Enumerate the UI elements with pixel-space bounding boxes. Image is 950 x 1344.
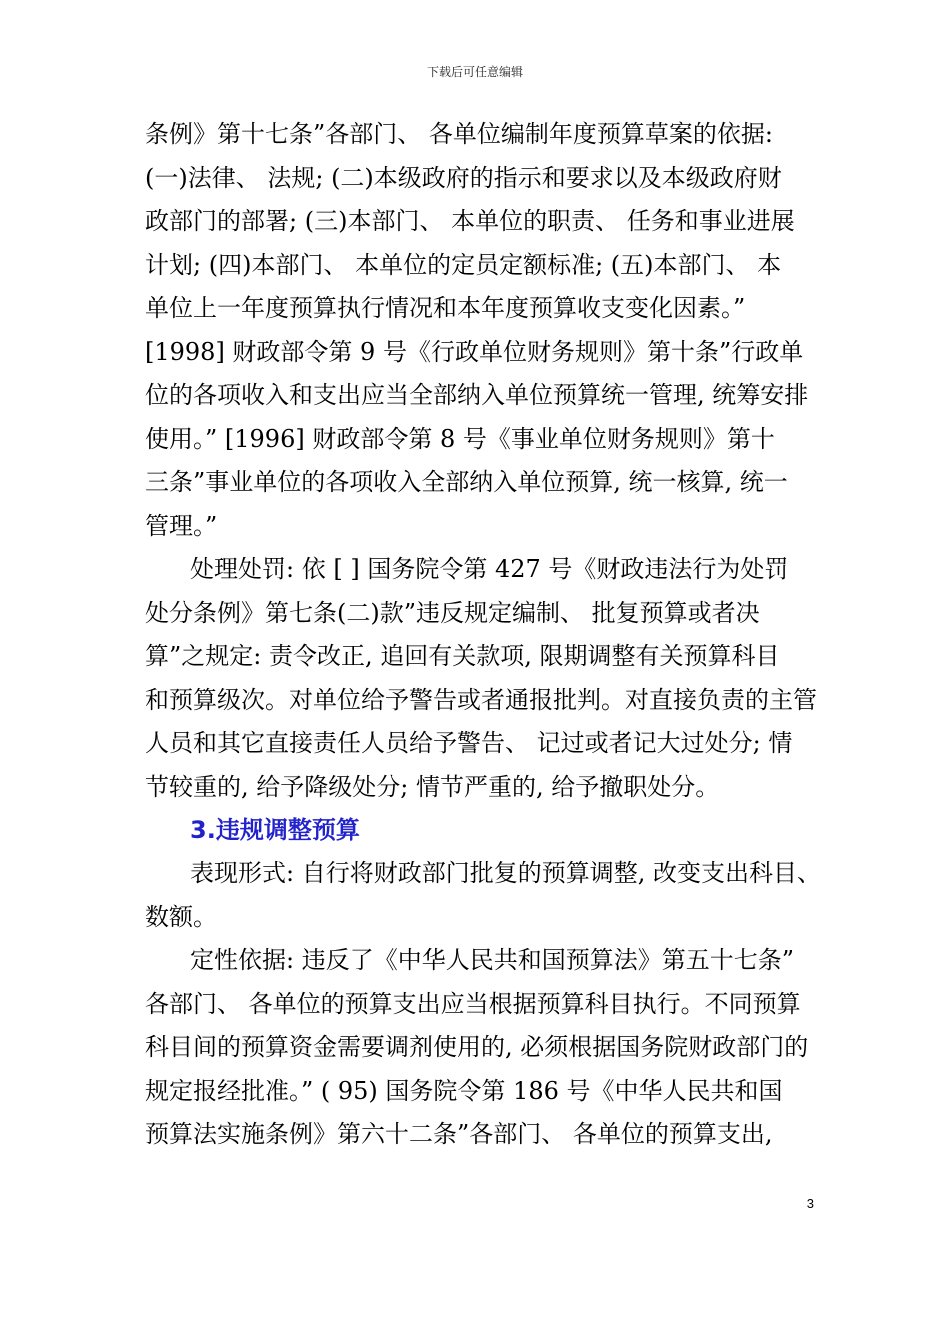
body-line: 数额。 [145,903,217,931]
body-line: 节较重的, 给予降级处分; 情节严重的, 给予撤职处分。 [145,773,720,801]
body-line: 单位上一年度预算执行情况和本年度预算收支变化因素。” [145,294,746,322]
body-line: 三条”事业单位的各项收入全部纳入单位预算, 统一核算, 统一 [145,468,788,496]
body-line: 表现形式: 自行将财政部门批复的预算调整, 改变支出科目、 [190,859,821,887]
body-line: 和预算级次。对单位给予警告或者通报批判。对直接负责的主管 [145,686,817,714]
body-line: 各部门、 各单位的预算支出应当根据预算科目执行。不同预算 [145,990,801,1018]
body-line: 处理处罚: 依 [ ] 国务院令第 427 号《财政违法行为处罚 [190,555,789,583]
page-header: 下载后可任意编辑 [426,65,523,79]
body-line: 规定报经批准。” ( 95) 国务院令第 186 号《中华人民共和国 [145,1077,783,1105]
body-line: 位的各项收入和支出应当全部纳入单位预算统一管理, 统筹安排 [145,381,809,409]
body-line: 人员和其它直接责任人员给予警告、 记过或者记大过处分; 情 [145,729,793,757]
body-line: 政部门的部署; (三)本部门、 本单位的职责、 任务和事业进展 [145,207,795,235]
body-line: 定性依据: 违反了《中华人民共和国预算法》第五十七条” [190,946,794,974]
body-line: 预算法实施条例》第六十二条”各部门、 各单位的预算支出, [145,1120,773,1148]
page-number: 3 [806,1196,814,1211]
body-line: 使用。” [1996] 财政部令第 8 号《事业单位财务规则》第十 [145,425,775,453]
section-heading: 3.违规调整预算 [190,816,360,844]
body-line: (一)法律、 法规; (二)本级政府的指示和要求以及本级政府财 [145,164,782,192]
body-line: [1998] 财政部令第 9 号《行政单位财务规则》第十条”行政单 [145,338,804,366]
body-line: 处分条例》第七条(二)款”违反规定编制、 批复预算或者决 [145,599,760,627]
body-line: 计划; (四)本部门、 本单位的定员定额标准; (五)本部门、 本 [145,251,782,279]
body-line: 条例》第十七条”各部门、 各单位编制年度预算草案的依据: [145,120,773,148]
body-line: 科目间的预算资金需要调剂使用的, 必须根据国务院财政部门的 [145,1033,809,1061]
body-line: 管理。” [145,512,218,540]
body-line: 算”之规定: 责令改正, 追回有关款项, 限期调整有关预算科目 [145,642,780,670]
